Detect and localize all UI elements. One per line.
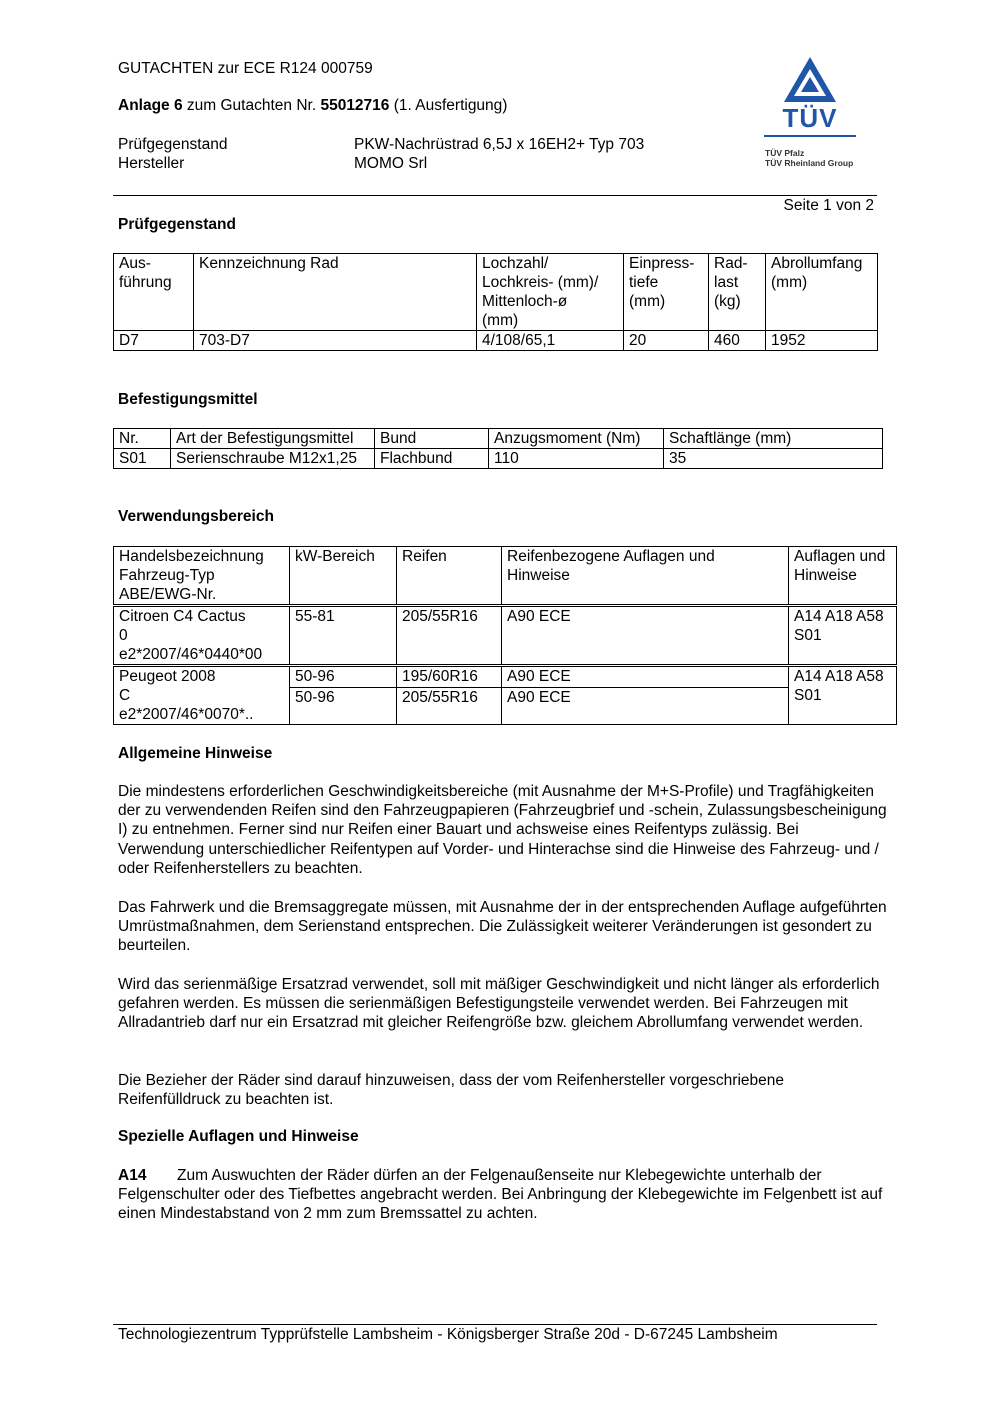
gutachten-number: 55012716 bbox=[320, 97, 390, 114]
allgemein-paragraph-3: Wird das serienmäßige Ersatzrad verwendet, soll mit mäßiger Geschwindigkeit und nicht länger als erforderlich gefahren werden. Es müssen die serienmäßigen Befestigungsteile verwendet werden. Bei Fahrzeugen mit Allradantrieb darf nur ein Ersatzrad mit gleicher Reifengröße bzw. gleichem Abrollumfang verwendet werden. bbox=[118, 976, 880, 1032]
auflage-a14 bbox=[118, 1166, 883, 1224]
anlage-tail: (1. Ausfertigung) bbox=[389, 97, 508, 114]
table-cell: 110 bbox=[489, 449, 664, 469]
table-header-cell: Rad- last (kg) bbox=[709, 254, 766, 331]
table-header-cell: Einpress- tiefe (mm) bbox=[624, 254, 709, 331]
table-header-cell: Abrollumfang (mm) bbox=[766, 254, 878, 331]
table-header-cell: Anzugsmoment (Nm) bbox=[489, 429, 664, 449]
table-cell: 703-D7 bbox=[194, 331, 477, 351]
table-cell: 35 bbox=[664, 449, 883, 469]
table-cell: 205/55R16 bbox=[397, 688, 502, 725]
pruef-section-title: Prüfgegenstand bbox=[118, 216, 236, 233]
table-cell: 4/108/65,1 bbox=[477, 331, 624, 351]
table-header-cell: Reifen bbox=[397, 547, 502, 606]
table-header-cell: Schaftlänge (mm) bbox=[664, 429, 883, 449]
table-cell: 55-81 bbox=[290, 606, 397, 666]
table-header-row bbox=[114, 547, 897, 606]
table-cell: S01 bbox=[114, 449, 171, 469]
table-cell: A90 ECE bbox=[502, 606, 789, 666]
table-header-cell: Aus- führung bbox=[114, 254, 194, 331]
table-cell: A90 ECE bbox=[502, 688, 789, 725]
verw-section-title: Verwendungsbereich bbox=[118, 508, 274, 525]
table-cell: Flachbund bbox=[375, 449, 489, 469]
anlage-mid: zum Gutachten Nr. bbox=[182, 97, 321, 114]
tuev-logo-rule bbox=[764, 135, 856, 137]
allgemein-section-title: Allgemeine Hinweise bbox=[118, 745, 273, 762]
table-header-cell: Lochzahl/ Lochkreis- (mm)/ Mittenloch-ø (mm) bbox=[477, 254, 624, 331]
auflage-text: Zum Auswuchten der Räder dürfen an der Felgenaußenseite nur Klebegewichte unterhalb der Felgenschulter oder des Tiefbettes angebracht werden. Bei Anbringung der Klebegewichte im Felgenbett ist auf einen Mindestabstand von 2 mm zum Bremssattel zu achten. bbox=[118, 1167, 883, 1223]
anlage-line bbox=[118, 97, 507, 115]
header-divider bbox=[113, 195, 877, 196]
table-cell: 205/55R16 bbox=[397, 606, 502, 666]
tuev-sub2: TÜV Rheinland Group bbox=[765, 158, 854, 168]
vehicle-name-cell: Citroen C4 Cactus 0 e2*2007/46*0440*00 bbox=[114, 606, 290, 666]
allgemein-paragraph-2: Das Fahrwerk und die Bremsaggregate müssen, mit Ausnahme der in der entsprechenden Auflage aufgeführten Umrüstmaßnahmen, dem Serienstand entsprechen. Die Zulässigkeit weiterer Veränderungen ist gesondert zu beurteilen. bbox=[118, 899, 887, 955]
footer-divider bbox=[113, 1324, 877, 1325]
table-header-cell: Nr. bbox=[114, 429, 171, 449]
footer-address: Technologiezentrum Typprüfstelle Lambsheim - Königsberger Straße 20d - D-67245 Lambsheim bbox=[118, 1326, 778, 1343]
tuev-triangle-icon bbox=[760, 55, 860, 105]
pruef-value: PKW-Nachrüstrad 6,5J x 16EH2+ Typ 703 bbox=[354, 136, 645, 153]
table-cell: 195/60R16 bbox=[397, 666, 502, 688]
befest-section-title: Befestigungsmittel bbox=[118, 391, 258, 408]
tuev-logo-text: TÜV bbox=[782, 103, 838, 133]
speziell-section-title: Spezielle Auflagen und Hinweise bbox=[118, 1128, 359, 1145]
table-row bbox=[114, 331, 878, 351]
table-header-cell: Handelsbezeichnung Fahrzeug-Typ ABE/EWG-Nr. bbox=[114, 547, 290, 606]
anlage-label: Anlage 6 bbox=[118, 97, 183, 114]
allgemein-paragraph-1: Die mindestens erforderlichen Geschwindigkeitsbereiche (mit Ausnahme der M+S-Profile) und Tragfähigkeiten der zu verwendenden Reifen sind den Fahrzeugpapieren (Fahrzeugbrief und -schein, Zulassungsbescheinigung I) zu entnehmen. Ferner sind nur Reifen einer Bauart und achsweise eines Reifentyps zulässig. Bei Verwendung unterschiedlicher Reifentypen auf Vorder- und Hinterachse sind die Hinweise des Fahrzeug- und / oder Reifenherstellers zu beachten. bbox=[118, 783, 887, 877]
table-cell: D7 bbox=[114, 331, 194, 351]
table-header-cell: Kennzeichnung Rad bbox=[194, 254, 477, 331]
table-header-row bbox=[114, 429, 883, 449]
hersteller-label: Hersteller bbox=[118, 155, 185, 172]
table-row bbox=[114, 666, 897, 688]
auflage-code: A14 bbox=[118, 1167, 147, 1184]
page-info: Seite 1 von 2 bbox=[783, 197, 874, 214]
vehicle-hinweise-cell: A14 A18 A58 S01 bbox=[789, 606, 897, 666]
allgemein-paragraph-4: Die Bezieher der Räder sind darauf hinzuweisen, dass der vom Reifenhersteller vorgeschriebene Reifenfülldruck zu beachten ist. bbox=[118, 1072, 784, 1109]
table-header-cell: kW-Bereich bbox=[290, 547, 397, 606]
table-cell: 460 bbox=[709, 331, 766, 351]
document-title: GUTACHTEN zur ECE R124 000759 bbox=[118, 60, 373, 77]
tuev-sub1: TÜV Pfalz bbox=[765, 148, 805, 158]
table-header-cell: Auflagen und Hinweise bbox=[789, 547, 897, 606]
table-cell: 50-96 bbox=[290, 666, 397, 688]
table-header-cell: Reifenbezogene Auflagen und Hinweise bbox=[502, 547, 789, 606]
table-row bbox=[114, 606, 897, 666]
tuev-logo bbox=[760, 55, 860, 175]
vehicle-name-cell: Peugeot 2008 C e2*2007/46*0070*.. bbox=[114, 666, 290, 725]
table-cell: Serienschraube M12x1,25 bbox=[171, 449, 375, 469]
table-header-row bbox=[114, 254, 878, 331]
table-cell: 50-96 bbox=[290, 688, 397, 725]
table-header-cell: Bund bbox=[375, 429, 489, 449]
befest-table bbox=[113, 428, 883, 469]
pruef-table bbox=[113, 253, 878, 351]
table-row bbox=[114, 449, 883, 469]
vehicle-hinweise-cell: A14 A18 A58 S01 bbox=[789, 666, 897, 725]
verw-table bbox=[113, 546, 897, 725]
hersteller-value: MOMO Srl bbox=[354, 155, 428, 172]
pruef-label: Prüfgegenstand bbox=[118, 136, 228, 153]
table-cell: 20 bbox=[624, 331, 709, 351]
table-cell: A90 ECE bbox=[502, 666, 789, 688]
table-header-cell: Art der Befestigungsmittel bbox=[171, 429, 375, 449]
table-cell: 1952 bbox=[766, 331, 878, 351]
